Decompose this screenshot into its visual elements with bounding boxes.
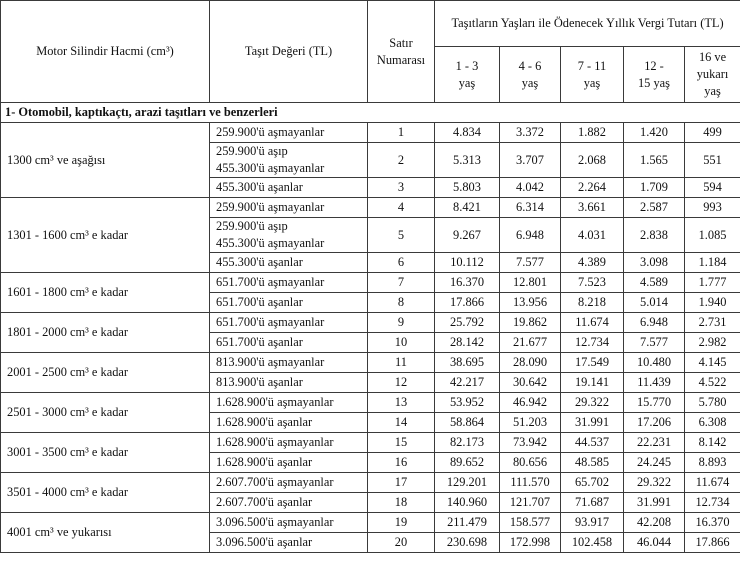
tax-amount-cell: 93.917 xyxy=(561,513,624,533)
tax-amount-cell: 11.439 xyxy=(624,373,685,393)
tax-amount-cell: 230.698 xyxy=(435,533,500,553)
tax-amount-cell: 1.565 xyxy=(624,143,685,178)
table-row xyxy=(1,393,740,413)
tax-amount-cell: 9.267 xyxy=(435,218,500,253)
engine-volume-cell: 4001 cm³ ve yukarısı xyxy=(1,513,210,553)
age-column-header-line: yaş xyxy=(458,75,476,90)
tax-amount-cell: 46.942 xyxy=(500,393,561,413)
tax-amount-cell: 53.952 xyxy=(435,393,500,413)
vehicle-value-cell: 1.628.900'ü aşanlar xyxy=(210,453,368,473)
row-number-cell: 7 xyxy=(368,273,435,293)
vehicle-value-cell xyxy=(210,143,368,178)
row-number-cell: 2 xyxy=(368,143,435,178)
row-number-cell: 17 xyxy=(368,473,435,493)
table-row xyxy=(1,313,740,333)
tax-amount-cell: 42.217 xyxy=(435,373,500,393)
vehicle-value-text: 455.300'ü aşmayanlar xyxy=(216,236,325,250)
tax-amount-cell: 38.695 xyxy=(435,353,500,373)
tax-amount-cell: 2.068 xyxy=(561,143,624,178)
engine-volume-cell: 3501 - 4000 cm³ e kadar xyxy=(1,473,210,513)
row-number-cell: 1 xyxy=(368,123,435,143)
tax-amount-cell: 19.862 xyxy=(500,313,561,333)
tax-amount-cell: 111.570 xyxy=(500,473,561,493)
tax-amount-cell: 1.184 xyxy=(685,253,740,273)
tax-amount-cell: 4.042 xyxy=(500,178,561,198)
tax-amount-cell: 8.421 xyxy=(435,198,500,218)
tax-amount-cell: 6.314 xyxy=(500,198,561,218)
tax-amount-cell: 42.208 xyxy=(624,513,685,533)
tax-amount-cell: 7.577 xyxy=(500,253,561,273)
age-column-header-line: 16 ve xyxy=(698,50,727,65)
tax-amount-cell: 594 xyxy=(685,178,740,198)
age-column-header-line: 4 - 6 xyxy=(518,58,542,73)
tax-amount-cell: 46.044 xyxy=(624,533,685,553)
tax-amount-cell: 5.014 xyxy=(624,293,685,313)
tax-amount-cell: 4.389 xyxy=(561,253,624,273)
age-column-header-line: yaş xyxy=(521,75,539,90)
tax-amount-cell: 11.674 xyxy=(561,313,624,333)
tax-amount-cell: 1.420 xyxy=(624,123,685,143)
vehicle-value-cell: 2.607.700'ü aşanlar xyxy=(210,493,368,513)
age-column-header-line: yukarı xyxy=(696,67,729,82)
tax-amount-cell: 11.674 xyxy=(685,473,740,493)
tax-amount-cell: 6.948 xyxy=(500,218,561,253)
tax-amount-cell: 3.372 xyxy=(500,123,561,143)
vehicle-value-cell: 651.700'ü aşanlar xyxy=(210,333,368,353)
tax-amount-cell: 16.370 xyxy=(685,513,740,533)
vehicle-value-cell: 651.700'ü aşmayanlar xyxy=(210,313,368,333)
tax-amount-cell: 4.834 xyxy=(435,123,500,143)
vehicle-value-cell: 813.900'ü aşmayanlar xyxy=(210,353,368,373)
row-number-cell: 9 xyxy=(368,313,435,333)
tax-amount-cell: 89.652 xyxy=(435,453,500,473)
tax-amount-cell: 6.948 xyxy=(624,313,685,333)
vehicle-value-cell: 651.700'ü aşanlar xyxy=(210,293,368,313)
row-number-cell: 11 xyxy=(368,353,435,373)
row-number-header-line1: Satır xyxy=(389,35,413,50)
tax-amount-cell: 22.231 xyxy=(624,433,685,453)
age-column-header xyxy=(435,47,500,103)
row-number-cell: 5 xyxy=(368,218,435,253)
age-column-header xyxy=(500,47,561,103)
tax-amount-cell: 3.661 xyxy=(561,198,624,218)
tax-amount-cell: 5.313 xyxy=(435,143,500,178)
tax-amount-cell: 5.780 xyxy=(685,393,740,413)
table-row xyxy=(1,513,740,533)
engine-volume-cell: 3001 - 3500 cm³ e kadar xyxy=(1,433,210,473)
tax-amount-cell: 211.479 xyxy=(435,513,500,533)
tax-amount-cell: 29.322 xyxy=(561,393,624,413)
age-column-header-line: 1 - 3 xyxy=(455,58,479,73)
tax-amount-cell: 1.709 xyxy=(624,178,685,198)
tax-amount-cell: 24.245 xyxy=(624,453,685,473)
tax-amount-cell: 71.687 xyxy=(561,493,624,513)
section-title: 1- Otomobil, kaptıkaçtı, arazi taşıtları ve benzerleri xyxy=(1,103,740,123)
engine-volume-cell: 1801 - 2000 cm³ e kadar xyxy=(1,313,210,353)
engine-volume-cell: 1301 - 1600 cm³ e kadar xyxy=(1,198,210,273)
row-number-column-header xyxy=(368,1,435,103)
age-column-header-line: 12 - xyxy=(644,58,664,73)
tax-amount-cell: 7.523 xyxy=(561,273,624,293)
tax-amount-cell: 73.942 xyxy=(500,433,561,453)
vehicle-value-cell: 3.096.500'ü aşanlar xyxy=(210,533,368,553)
tax-amount-cell: 80.656 xyxy=(500,453,561,473)
vehicle-value-cell xyxy=(210,218,368,253)
vehicle-value-text: 259.900'ü aşıp xyxy=(216,219,288,234)
tax-amount-cell: 4.145 xyxy=(685,353,740,373)
vehicle-value-cell: 455.300'ü aşanlar xyxy=(210,253,368,273)
table-row xyxy=(1,473,740,493)
vehicle-value-cell: 1.628.900'ü aşanlar xyxy=(210,413,368,433)
tax-amount-cell: 102.458 xyxy=(561,533,624,553)
age-column-header-line: yaş xyxy=(704,83,721,98)
tax-amount-cell: 12.734 xyxy=(685,493,740,513)
table-row xyxy=(1,123,740,143)
tax-amount-cell: 51.203 xyxy=(500,413,561,433)
vehicle-value-cell: 651.700'ü aşmayanlar xyxy=(210,273,368,293)
tax-amount-cell: 121.707 xyxy=(500,493,561,513)
age-column-header-line: 15 yaş xyxy=(637,75,670,90)
tax-amount-cell: 3.707 xyxy=(500,143,561,178)
tax-amount-cell: 28.142 xyxy=(435,333,500,353)
tax-amount-cell: 15.770 xyxy=(624,393,685,413)
tax-amount-cell: 4.031 xyxy=(561,218,624,253)
tax-amount-cell: 17.206 xyxy=(624,413,685,433)
tax-amount-cell: 17.549 xyxy=(561,353,624,373)
tax-amount-cell: 8.142 xyxy=(685,433,740,453)
vehicle-value-cell: 2.607.700'ü aşmayanlar xyxy=(210,473,368,493)
row-number-cell: 13 xyxy=(368,393,435,413)
tax-amount-cell: 3.098 xyxy=(624,253,685,273)
tax-amount-cell: 140.960 xyxy=(435,493,500,513)
engine-volume-cell: 2501 - 3000 cm³ e kadar xyxy=(1,393,210,433)
tax-amount-cell: 12.801 xyxy=(500,273,561,293)
row-number-cell: 12 xyxy=(368,373,435,393)
row-number-header-line2: Numarası xyxy=(376,52,426,67)
tax-amount-cell: 19.141 xyxy=(561,373,624,393)
age-column-header xyxy=(685,47,740,103)
tax-amount-cell: 6.308 xyxy=(685,413,740,433)
age-column-header xyxy=(624,47,685,103)
engine-volume-cell: 2001 - 2500 cm³ e kadar xyxy=(1,353,210,393)
row-number-cell: 18 xyxy=(368,493,435,513)
vehicle-value-cell: 259.900'ü aşmayanlar xyxy=(210,123,368,143)
tax-amount-cell: 1.085 xyxy=(685,218,740,253)
tax-amount-cell: 44.537 xyxy=(561,433,624,453)
tax-amount-cell: 29.322 xyxy=(624,473,685,493)
row-number-cell: 3 xyxy=(368,178,435,198)
row-number-cell: 6 xyxy=(368,253,435,273)
tax-amount-cell: 13.956 xyxy=(500,293,561,313)
value-column-header: Taşıt Değeri (TL) xyxy=(210,1,368,103)
tax-amount-cell: 48.585 xyxy=(561,453,624,473)
motor-column-header: Motor Silindir Hacmi (cm³) xyxy=(1,1,210,103)
vehicle-value-cell: 1.628.900'ü aşmayanlar xyxy=(210,393,368,413)
tax-amount-cell: 8.218 xyxy=(561,293,624,313)
row-number-cell: 8 xyxy=(368,293,435,313)
vehicle-value-cell: 455.300'ü aşanlar xyxy=(210,178,368,198)
tax-amount-cell: 31.991 xyxy=(624,493,685,513)
tax-amount-cell: 4.589 xyxy=(624,273,685,293)
vehicle-value-text: 259.900'ü aşıp xyxy=(216,144,288,159)
row-number-cell: 15 xyxy=(368,433,435,453)
tax-amount-cell: 30.642 xyxy=(500,373,561,393)
age-column-header-line: yaş xyxy=(583,75,601,90)
row-number-cell: 14 xyxy=(368,413,435,433)
row-number-cell: 20 xyxy=(368,533,435,553)
tax-amount-cell: 1.882 xyxy=(561,123,624,143)
tax-amount-cell: 17.866 xyxy=(685,533,740,553)
tax-amount-cell: 2.264 xyxy=(561,178,624,198)
tax-amount-cell: 4.522 xyxy=(685,373,740,393)
tax-amount-cell: 2.838 xyxy=(624,218,685,253)
tax-amount-cell: 2.731 xyxy=(685,313,740,333)
tax-amount-cell: 2.982 xyxy=(685,333,740,353)
tax-amount-cell: 129.201 xyxy=(435,473,500,493)
tax-amount-cell: 993 xyxy=(685,198,740,218)
table-row xyxy=(1,433,740,453)
vehicle-value-cell: 3.096.500'ü aşmayanlar xyxy=(210,513,368,533)
tax-amount-cell: 82.173 xyxy=(435,433,500,453)
vehicle-value-cell: 1.628.900'ü aşmayanlar xyxy=(210,433,368,453)
table-row xyxy=(1,198,740,218)
tax-amount-cell: 17.866 xyxy=(435,293,500,313)
tax-amount-cell: 158.577 xyxy=(500,513,561,533)
vehicle-value-cell: 259.900'ü aşmayanlar xyxy=(210,198,368,218)
age-column-header-line: 7 - 11 xyxy=(577,58,607,73)
tax-amount-cell: 25.792 xyxy=(435,313,500,333)
table-row xyxy=(1,273,740,293)
table-row xyxy=(1,353,740,373)
tax-amount-cell: 1.777 xyxy=(685,273,740,293)
tax-amount-cell: 28.090 xyxy=(500,353,561,373)
tax-amount-cell: 8.893 xyxy=(685,453,740,473)
row-number-cell: 4 xyxy=(368,198,435,218)
tax-amount-cell: 12.734 xyxy=(561,333,624,353)
tax-amount-cell: 31.991 xyxy=(561,413,624,433)
tax-amount-cell: 7.577 xyxy=(624,333,685,353)
tax-amount-cell: 499 xyxy=(685,123,740,143)
vehicle-value-text: 455.300'ü aşmayanlar xyxy=(216,161,325,175)
tax-amount-cell: 172.998 xyxy=(500,533,561,553)
row-number-cell: 10 xyxy=(368,333,435,353)
row-number-cell: 19 xyxy=(368,513,435,533)
tax-amount-cell: 5.803 xyxy=(435,178,500,198)
tax-amount-cell: 1.940 xyxy=(685,293,740,313)
tax-amount-cell: 21.677 xyxy=(500,333,561,353)
row-number-cell: 16 xyxy=(368,453,435,473)
age-group-header: Taşıtların Yaşları ile Ödenecek Yıllık Vergi Tutarı (TL) xyxy=(435,1,740,47)
tax-amount-cell: 10.480 xyxy=(624,353,685,373)
engine-volume-cell: 1300 cm³ ve aşağısı xyxy=(1,123,210,198)
tax-amount-cell: 16.370 xyxy=(435,273,500,293)
engine-volume-cell: 1601 - 1800 cm³ e kadar xyxy=(1,273,210,313)
age-column-header xyxy=(561,47,624,103)
tax-amount-cell: 65.702 xyxy=(561,473,624,493)
tax-amount-cell: 551 xyxy=(685,143,740,178)
vehicle-value-cell: 813.900'ü aşanlar xyxy=(210,373,368,393)
tax-amount-cell: 2.587 xyxy=(624,198,685,218)
tax-amount-cell: 10.112 xyxy=(435,253,500,273)
tax-amount-cell: 58.864 xyxy=(435,413,500,433)
